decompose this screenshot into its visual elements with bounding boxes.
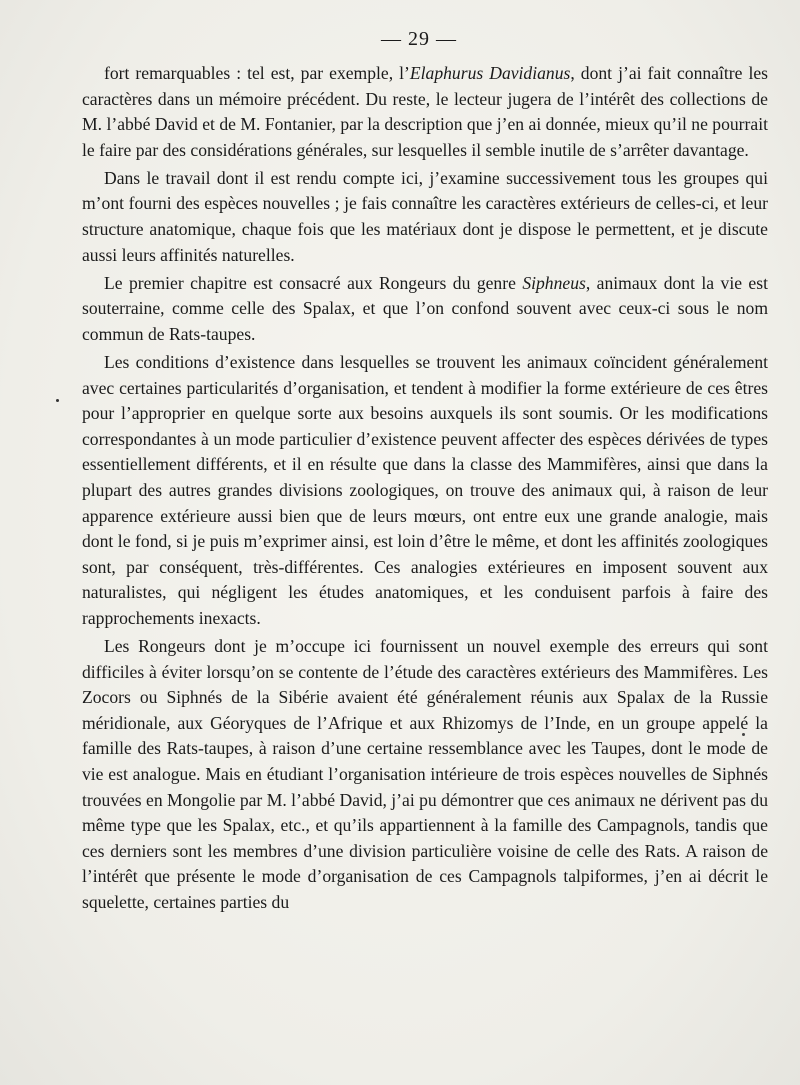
paragraph-3-text: Le premier chapitre est consacré aux Rongeurs du genre [104,272,523,293]
species-name-elaphurus: Elaphurus Davidianus [409,63,571,83]
paragraph-1 [82,61,768,163]
genus-name-siphneus: Siphneus [522,272,586,293]
margin-speck [742,733,745,736]
margin-speck [56,399,59,402]
paragraph-1-text-cont: , dont j’ai fait connaître les caractères dans un mémoire précédent. Du reste, le lecteur jugera de l’intérêt des collections de M. l’abbé David et de M. Fontanier, par la description que j’en ai donnée, mieux qu’il ne pourrait le faire par des considérations générales, sur lesquelles il semble inutile de s’arrêter davantage. [82,63,768,160]
paragraph-4: Les conditions d’existence dans lesquelles se trouvent les animaux coïncident généralement avec certaines particularités d’organisation, et tendent à modifier la forme extérieure de ces êtres pour l’approprier en quelque sorte aux besoins auxquels ils sont soumis. Or les modifications correspondantes à un mode particulier d’existence peuvent affecter des espèces dérivées de types essentiellement différents, et il en résulte que dans la classe des Mammifères, ainsi que dans la plupart des autres grandes divisions zoologiques, on trouve des animaux qui, à raison de leur apparence extérieure aussi bien que de leurs mœurs, ont entre eux une grande analogie, mais dont le fond, si je puis m’exprimer ainsi, est loin d’être le même, et dont les affinités zoologiques sont, par conséquent, très-différentes. Ces analogies extérieures en imposent souvent aux naturalistes, qui négligent les études anatomiques, et les conduisent parfois à faire des rapprochements inexacts. [82,352,768,628]
paragraph-3 [82,271,768,348]
paragraph-3-text-cont: , animaux dont la vie est souterraine, comme celle des Spalax, et que l’on confond souvent avec ceux-ci sous le nom commun de Rats-taupes. [82,272,768,344]
paragraph-2: Dans le travail dont il est rendu compte ici, j’examine successivement tous les groupes qui m’ont fourni des espèces nouvelles ; je fais connaître les caractères extérieurs de celles-ci, et leur structure anatomique, chaque fois que les matériaux dont je dispose le permettent, et je discute aussi leurs affinités naturelles. [82,167,768,265]
paragraph-5: Les Rongeurs dont je m’occupe ici fournissent un nouvel exemple des erreurs qui sont difficiles à éviter lorsqu’on se contente de l’étude des caractères extérieurs des Mammifères. Les Zocors ou Siphnés de la Sibérie avaient été généralement réunis aux Spalax de la Russie méridionale, aux Géoryques de l’Afrique et aux Rhizomys de l’Inde, en un groupe appelé la famille des Rats-taupes, à raison d’une certaine ressemblance avec les Taupes, dont le mode de vie est analogue. Mais en étudiant l’organisation intérieure de trois espèces nouvelles de Siphnés trouvées en Mongolie par M. l’abbé David, j’ai pu démontrer que ces animaux ne dérivent pas du même type que les Spalax, etc., et qu’ils appartiennent à la famille des Campagnols, tandis que ces derniers sont les membres d’une division particulière voisine de celle des Rats. A raison de l’intérêt que présente le mode d’organisation de ces Campagnols talpiformes, j’en ai décrit le squelette, certaines parties du [82,636,768,912]
page-number: — 29 — [381,28,457,50]
paragraph-1-text: fort remarquables : tel est, par exemple, l’ [104,63,410,83]
